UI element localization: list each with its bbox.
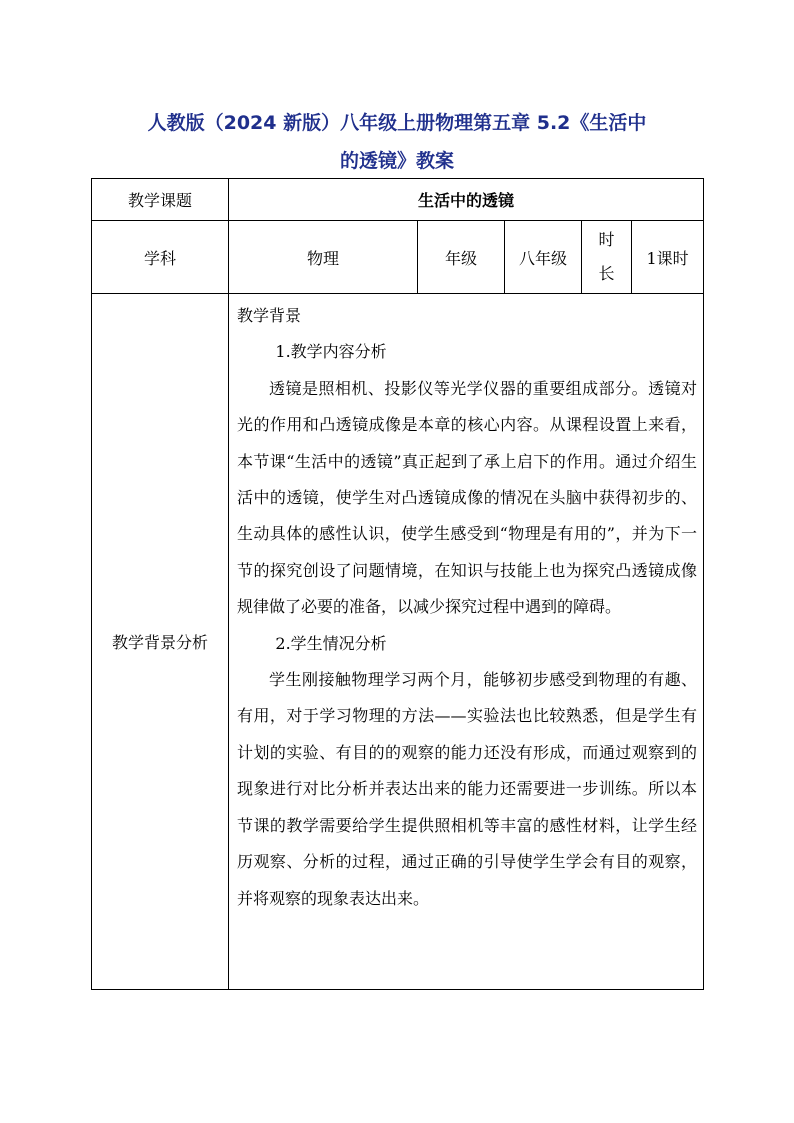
- document-title: [92, 104, 702, 180]
- subject-value: 物理: [229, 221, 418, 294]
- duration-label-char-2: 长: [598, 264, 615, 283]
- table-row: [92, 294, 704, 990]
- grade-label: 年级: [418, 221, 505, 294]
- duration-label: [582, 221, 632, 294]
- duration-label-char-1: 时: [598, 230, 615, 249]
- grade-value: 八年级: [505, 221, 582, 294]
- section1-text: 透镜是照相机、投影仪等光学仪器的重要组成部分。透镜对光的作用和凸透镜成像是本章的核心内容。从课程设置上来看，本节课“生活中的透镜”真正起到了承上启下的作用。通过介绍生活中的透镜，使学生对凸透镜成像的情况在头脑中获得初步的、生动具体的感性认识，使学生感受到“物理是有用的”，并为下一节的探究创设了问题情境，在知识与技能上也为探究凸透镜成像规律做了必要的准备，以减少探究过程中遇到的障碍。: [237, 378, 698, 617]
- subject-label: 学科: [92, 221, 229, 294]
- duration-value: 1课时: [632, 221, 704, 294]
- lesson-plan-table: [91, 178, 704, 990]
- title-line-2: 的透镜》教案: [339, 150, 454, 172]
- title-line-1: 人教版（2024 新版）八年级上册物理第五章 5.2《生活中: [147, 112, 647, 134]
- background-label: 教学背景分析: [92, 294, 229, 990]
- background-heading: 教学背景: [237, 306, 302, 325]
- topic-label: 教学课题: [92, 179, 229, 221]
- section1-title: 1.教学内容分析: [275, 342, 387, 362]
- topic-value: 生活中的透镜: [229, 179, 704, 221]
- section2-text: 学生刚接触物理学习两个月，能够初步感受到物理的有趣、有用，对于学习物理的方法——实验法也比较熟悉，但是学生有计划的实验、有目的的观察的能力还没有形成，而通过观察到的现象进行对比分析并表达出来的能力还需要进一步训练。所以本节课的教学需要给学生提供照相机等丰富的感性材料，让学生经历观察、分析的过程，通过正确的引导使学生学会有目的观察，并将观察的现象表达出来。: [237, 670, 698, 908]
- table-row: [92, 179, 704, 221]
- table-row: [92, 221, 704, 294]
- background-content: [229, 294, 704, 990]
- section2-title: 2.学生情况分析: [275, 633, 387, 653]
